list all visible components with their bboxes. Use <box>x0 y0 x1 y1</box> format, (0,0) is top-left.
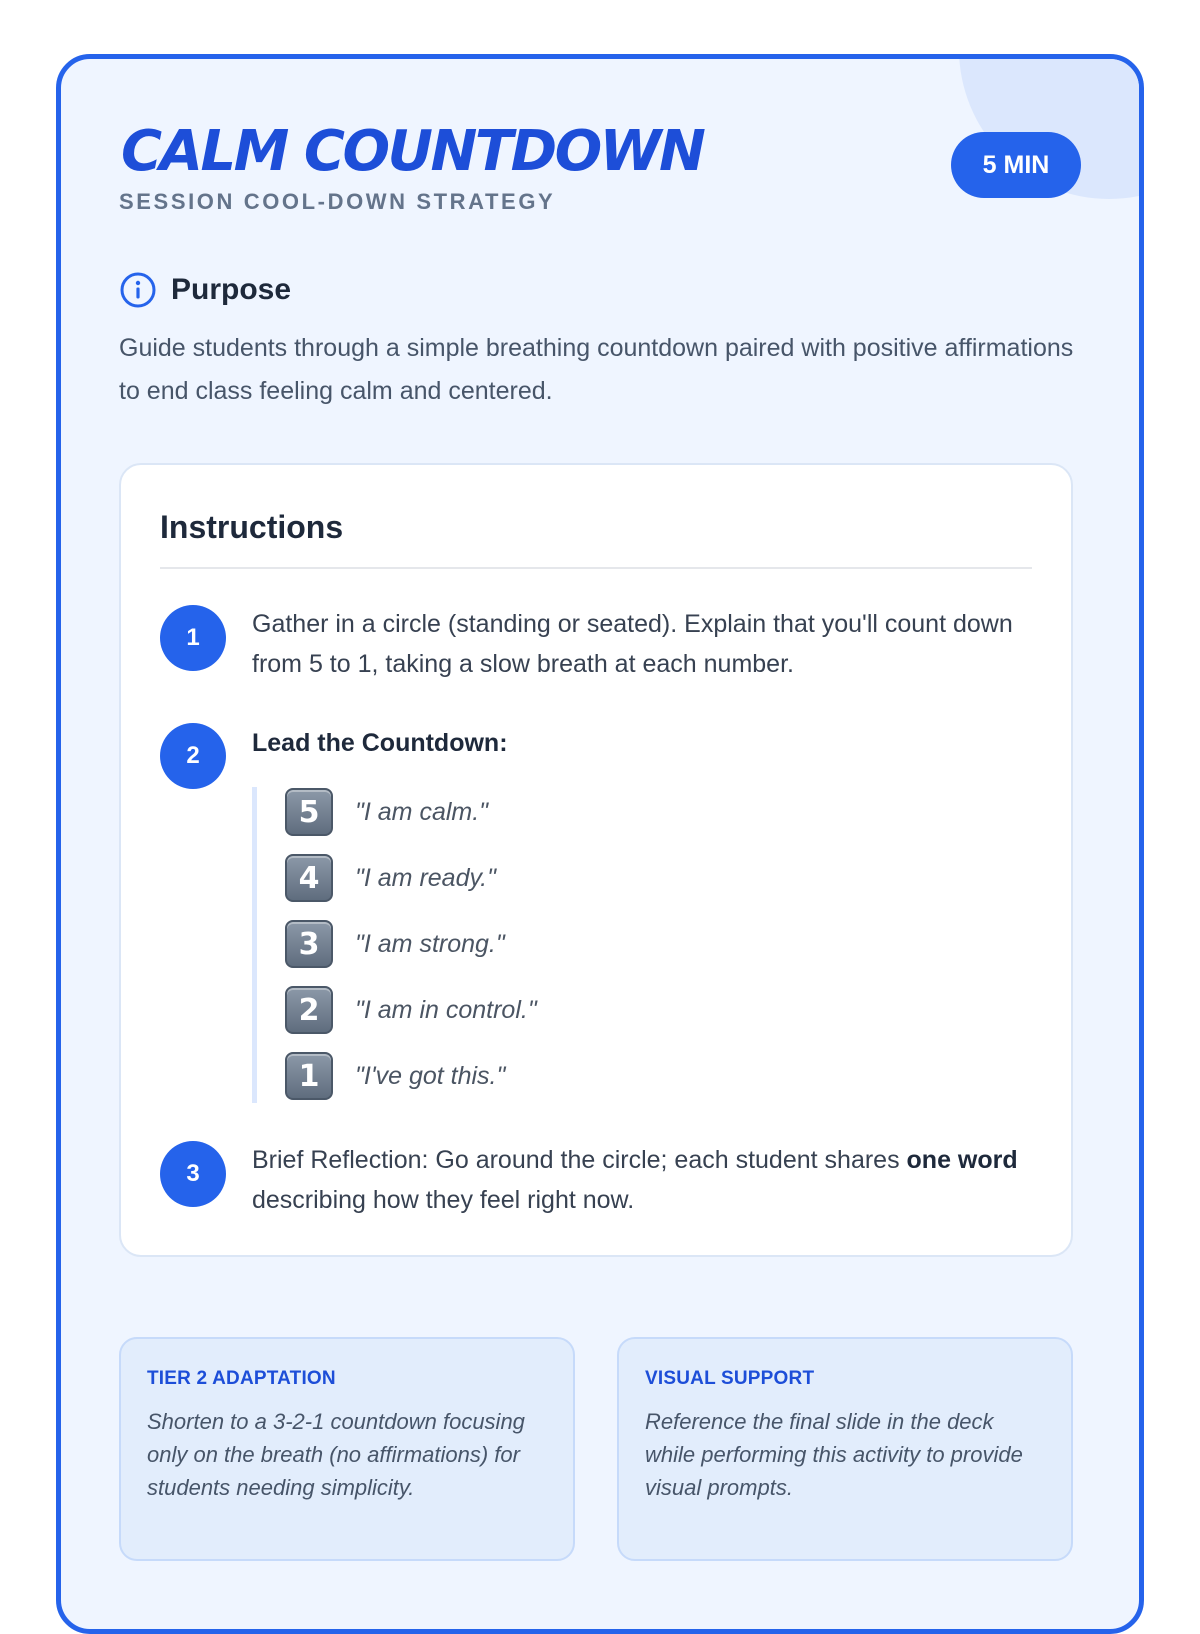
step-number-3: 3 <box>160 1141 226 1207</box>
affirmation-text: "I am ready." <box>355 863 496 892</box>
step-text-3-start: Brief Reflection: Go around the circle; each student shares <box>252 1146 907 1174</box>
step-title-2: Lead the Countdown: <box>252 729 508 757</box>
affirmation-text: "I've got this." <box>355 1061 506 1090</box>
step-text-3 <box>252 1140 1042 1220</box>
countdown-item <box>285 1051 505 1101</box>
tier-2-adaptation-box <box>119 1337 575 1561</box>
visual-support-box <box>617 1337 1073 1561</box>
purpose-label: Purpose <box>171 273 292 306</box>
keycap-3-icon: 3 <box>285 920 333 968</box>
step-text-3-end: describing how they feel right now. <box>252 1186 635 1214</box>
keycap-5-icon: 5 <box>285 788 333 836</box>
page-subtitle: SESSION COOL-DOWN STRATEGY <box>119 189 556 214</box>
countdown-item <box>285 787 488 837</box>
countdown-item <box>285 985 537 1035</box>
affirmation-text: "I am in control." <box>355 995 537 1024</box>
countdown-item <box>285 853 496 903</box>
purpose-heading <box>119 271 291 309</box>
tip-text: Shorten to a 3-2-1 countdown focusing only on the breath (no affirmations) for students needing simplicity. <box>147 1409 525 1500</box>
page-title: CALM COUNTDOWN <box>121 119 704 184</box>
countdown-list <box>252 787 757 1103</box>
keycap-1-icon: 1 <box>285 1052 333 1100</box>
tip-text: Reference the final slide in the deck while performing this activity to provide visual prompts. <box>645 1409 1023 1500</box>
affirmation-text: "I am calm." <box>355 797 489 826</box>
keycap-2-icon: 2 <box>285 986 333 1034</box>
step-number-2: 2 <box>160 723 226 789</box>
duration-badge: 5 MIN <box>951 132 1081 198</box>
step-text-1: Gather in a circle (standing or seated). Explain that you'll count down from 5 to 1, taking a slow breath at each number. <box>252 610 1013 678</box>
strategy-card <box>56 54 1144 1634</box>
instructions-panel <box>119 463 1073 1257</box>
tip-title: VISUAL SUPPORT <box>645 1368 815 1389</box>
affirmation-text: "I am strong." <box>355 929 505 958</box>
step-number-1: 1 <box>160 605 226 671</box>
tip-title: TIER 2 ADAPTATION <box>147 1368 336 1389</box>
instructions-title: Instructions <box>160 509 344 545</box>
info-icon <box>119 271 157 309</box>
countdown-item <box>285 919 505 969</box>
keycap-4-icon: 4 <box>285 854 333 902</box>
step-text-3-emphasis: one word <box>906 1146 1018 1174</box>
purpose-text: Guide students through a simple breathing countdown paired with positive affirmations to end class feeling calm and centered. <box>119 334 1074 405</box>
divider <box>160 567 1032 569</box>
